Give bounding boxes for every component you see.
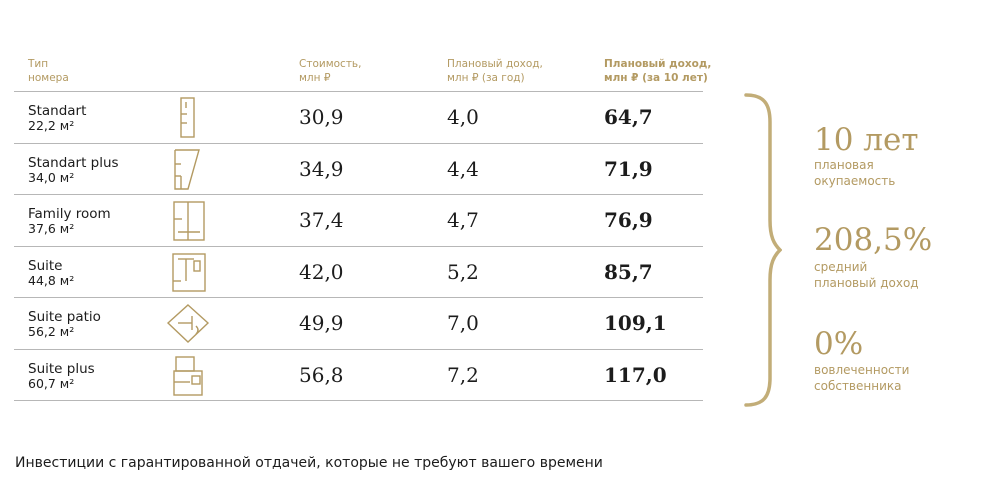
income-10-value: 109,1 bbox=[604, 311, 667, 335]
table-row bbox=[14, 247, 703, 299]
cost-value: 49,9 bbox=[299, 311, 344, 335]
header-income-year-line1: Плановый доход, bbox=[447, 58, 543, 70]
income-year-value: 7,0 bbox=[447, 311, 479, 335]
stat-income-caption-line1: средний bbox=[814, 260, 868, 274]
header-income-10 bbox=[604, 57, 711, 85]
table-row bbox=[14, 195, 703, 247]
room-area: 34,0 м² bbox=[28, 169, 75, 185]
income-year-value: 7,2 bbox=[447, 362, 479, 387]
stat-owner-caption bbox=[814, 362, 909, 394]
income-10-value: 117,0 bbox=[604, 362, 667, 387]
header-cost bbox=[299, 57, 361, 85]
room-name: Suite bbox=[28, 257, 63, 274]
room-name: Suite patio bbox=[28, 309, 101, 325]
header-cost-line1: Стоимость, bbox=[299, 58, 362, 70]
income-year-value: 5,2 bbox=[447, 259, 479, 284]
header-income-10-line2: млн ₽ (за 10 лет) bbox=[604, 72, 708, 84]
floor-plan-standart-icon bbox=[166, 96, 210, 139]
income-10-value: 76,9 bbox=[604, 208, 653, 232]
income-year-value: 4,7 bbox=[447, 208, 479, 232]
cost-value: 30,9 bbox=[299, 105, 344, 129]
header-income-10-line1: Плановый доход, bbox=[604, 58, 712, 70]
room-name: Suite plus bbox=[28, 360, 95, 377]
room-name: Standart bbox=[28, 103, 87, 119]
table-row bbox=[14, 350, 703, 402]
room-name: Family room bbox=[28, 206, 111, 222]
stat-payback-caption-line2: окупаемость bbox=[814, 174, 896, 188]
header-cost-line2: млн ₽ bbox=[299, 72, 331, 84]
income-year-value: 4,0 bbox=[447, 105, 479, 129]
stat-payback-caption bbox=[814, 157, 895, 189]
stat-owner-caption-line1: вовлеченности bbox=[814, 363, 910, 377]
room-area: 22,2 м² bbox=[28, 118, 75, 133]
floor-plan-suite-plus-icon bbox=[166, 354, 210, 397]
cost-value: 42,0 bbox=[299, 259, 344, 284]
stat-owner-value: 0% bbox=[814, 326, 864, 362]
cost-value: 34,9 bbox=[299, 156, 344, 181]
stat-income-value: 208,5% bbox=[814, 222, 933, 258]
footer-tagline: Инвестиции с гарантированной отдачей, которые не требуют вашего времени bbox=[15, 455, 603, 471]
stat-payback-value: 10 лет bbox=[814, 122, 919, 158]
table-row bbox=[14, 144, 703, 196]
room-name: Standart plus bbox=[28, 154, 119, 171]
stat-income-caption-line2: плановый доход bbox=[814, 276, 919, 290]
room-area: 44,8 м² bbox=[28, 272, 75, 288]
stat-payback-caption-line1: плановая bbox=[814, 158, 874, 172]
room-area: 56,2 м² bbox=[28, 324, 75, 339]
header-type-line2: номера bbox=[28, 72, 69, 84]
income-10-value: 64,7 bbox=[604, 105, 653, 129]
floor-plan-suite-patio-icon bbox=[166, 302, 210, 345]
curly-brace-icon bbox=[742, 92, 782, 408]
cost-value: 56,8 bbox=[299, 362, 344, 387]
floor-plan-suite-icon bbox=[166, 251, 210, 294]
income-10-value: 85,7 bbox=[604, 259, 653, 284]
header-income-year bbox=[447, 57, 543, 85]
stat-owner-caption-line2: собственника bbox=[814, 379, 902, 393]
income-year-value: 4,4 bbox=[447, 156, 479, 181]
income-10-value: 71,9 bbox=[604, 156, 653, 181]
table-row bbox=[14, 92, 703, 144]
floor-plan-standart-plus-icon bbox=[166, 148, 210, 191]
header-type bbox=[28, 57, 69, 85]
rooms-table bbox=[14, 91, 703, 401]
room-area: 37,6 м² bbox=[28, 221, 75, 236]
floor-plan-family-room-icon bbox=[166, 199, 210, 242]
header-type-line1: Тип bbox=[28, 58, 49, 70]
room-area: 60,7 м² bbox=[28, 375, 75, 391]
header-income-year-line2: млн ₽ (за год) bbox=[447, 72, 525, 84]
stat-income-caption bbox=[814, 259, 919, 291]
cost-value: 37,4 bbox=[299, 208, 344, 232]
table-row bbox=[14, 298, 703, 350]
